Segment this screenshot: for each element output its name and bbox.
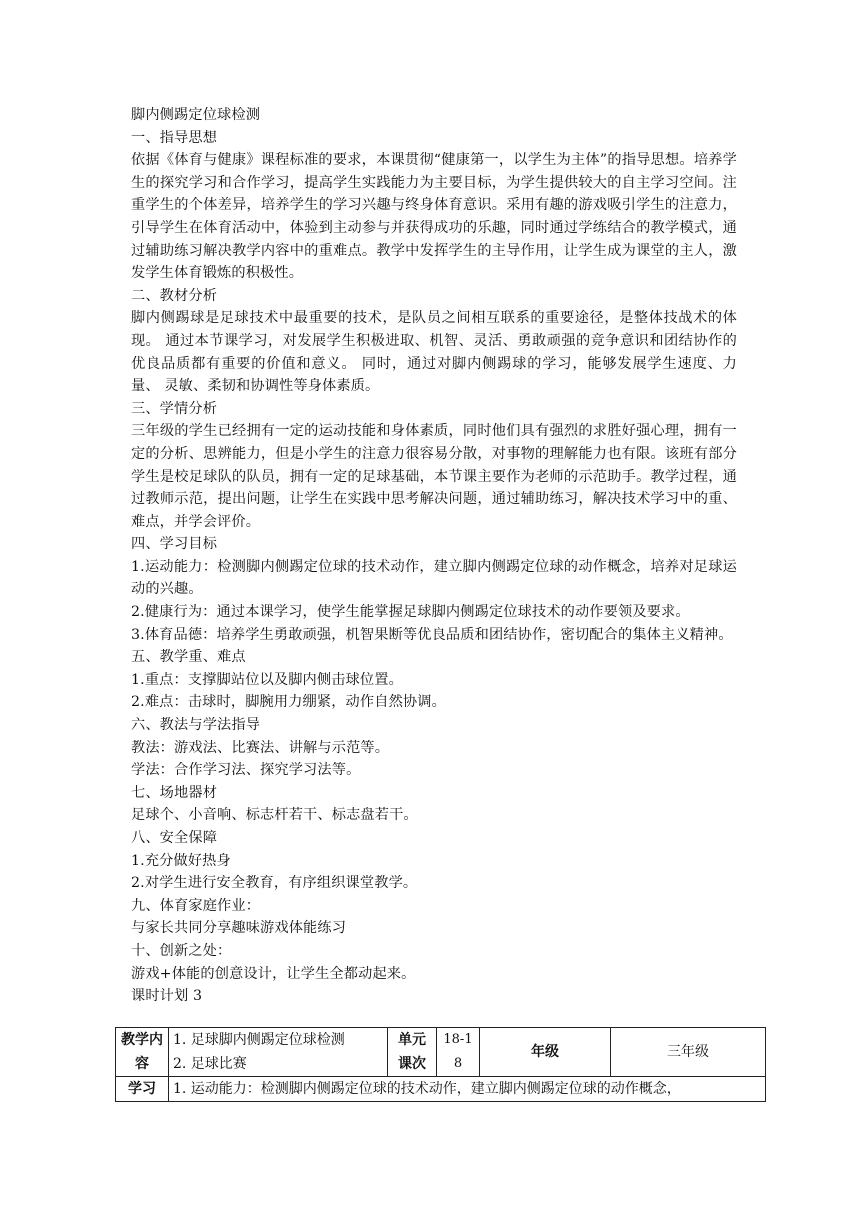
lesson-plan-table	[115, 1027, 766, 1102]
learning-methods: 学法：合作学习法、探究学习法等。	[131, 762, 361, 779]
section-heading-material-analysis: 二、教材分析	[131, 287, 218, 304]
document-body	[131, 104, 737, 1008]
section-body-student-analysis: 三年级的学生已经拥有一定的运动技能和身体素质，同时他们具有强烈的求胜好强心理，拥有一定的分析、思辨能力，但是小学生的注意力很容易分散，对事物的理解能力也有限。该班有部分学生是校足球队的队员，拥有一定的足球基础，本节课主要作为老师的示范助手。教学过程，通过教师示范，提出问题，让学生在实践中思考解决问题，通过辅助练习，解决技术学习中的重、难点，并学会评价。	[131, 423, 737, 530]
equipment-list: 足球个、小音响、标志杆若干、标志盘若干。	[131, 807, 418, 824]
table-row	[116, 1028, 766, 1077]
section-heading-learning-goals: 四、学习目标	[131, 536, 218, 553]
label-teaching-content: 教学内容	[116, 1028, 169, 1077]
section-heading-innovation: 十、创新之处：	[131, 942, 232, 959]
section-heading-key-points: 五、教学重、难点	[131, 649, 246, 666]
section-heading-guiding-ideology: 一、指导思想	[131, 129, 218, 146]
document-title: 脚内侧踢定位球检测	[131, 107, 261, 123]
safety-item-2: 2.对学生进行安全教育，有序组织课堂教学。	[131, 875, 418, 892]
label-unit-lesson: 单元课次	[388, 1028, 437, 1077]
section-heading-methods: 六、教法与学法指导	[131, 717, 261, 734]
unit-lesson-value: 18-18	[437, 1028, 480, 1077]
table-row	[116, 1077, 766, 1102]
label-grade: 年级	[480, 1028, 611, 1077]
section-heading-homework: 九、体育家庭作业：	[131, 897, 261, 914]
section-heading-student-analysis: 三、学情分析	[131, 400, 218, 417]
learning-goal-cell: 1. 运动能力：检测脚内侧踢定位球的技术动作，建立脚内侧踢定位球的动作概念，	[169, 1077, 766, 1102]
section-heading-equipment: 七、场地器材	[131, 784, 218, 801]
teaching-content-cell	[169, 1028, 388, 1077]
learning-goal-1: 1.运动能力：检测脚内侧踢定位球的技术动作，建立脚内侧踢定位球的动作概念，培养对足球运动的兴趣。	[131, 558, 737, 598]
content-item-1: 1. 足球脚内侧踢定位球检测	[173, 1032, 345, 1048]
grade-value: 三年级	[611, 1028, 766, 1077]
key-point: 1.重点：支撑脚站位以及脚内侧击球位置。	[131, 671, 403, 688]
section-heading-safety: 八、安全保障	[131, 830, 218, 846]
lesson-plan-heading: 课时计划 3	[131, 988, 203, 1005]
section-body-guiding-ideology: 依据《体育与健康》课程标准的要求，本课贯彻“健康第一，以学生为主体”的指导思想。培养学生的探究学习和合作学习，提高学生实践能力为主要目标，为学生提供较大的自主学习空间。注重学生的个体差异，培养学生的学习兴趣与终身体育意识。采用有趣的游戏吸引学生的注意力，引导学生在体育活动中，体验到主动参与并获得成功的乐趣，同时通过学练结合的教学模式，通过辅助练习解决教学内容中的重难点。教学中发挥学生的主导作用，让学生成为课堂的主人，激发学生体育锻炼的积极性。	[131, 152, 737, 282]
learning-goal-3: 3.体育品德：培养学生勇敢顽强，机智果断等优良品质和团结协作，密切配合的集体主义精神。	[131, 626, 733, 643]
difficult-point: 2.难点：击球时，脚腕用力绷紧，动作自然协调。	[131, 694, 446, 711]
teaching-methods: 教法：游戏法、比赛法、讲解与示范等。	[131, 739, 390, 756]
innovation-body: 游戏+体能的创意设计，让学生全都动起来。	[131, 965, 416, 982]
section-body-material-analysis: 脚内侧踢球是足球技术中最重要的技术，是队员之间相互联系的重要途径，是整体技战术的体现。 通过本节课学习，对发展学生积极进取、机智、灵活、勇敢顽强的竞争意识和团结协作的优良品质都有重要的价值和意义。 同时，通过对脚内侧踢球的学习，能够发展学生速度、力量、 灵敏、柔韧和协调性等身体素质。	[131, 310, 737, 395]
learning-goal-2: 2.健康行为：通过本课学习，使学生能掌握足球脚内侧踢定位球技术的动作要领及要求。	[131, 604, 690, 621]
homework-body: 与家长共同分享趣味游戏体能练习	[131, 920, 347, 937]
label-learning-goal: 学习	[116, 1077, 169, 1102]
safety-item-1: 1.充分做好热身	[131, 852, 231, 869]
content-item-2: 2. 足球比赛	[173, 1056, 247, 1072]
